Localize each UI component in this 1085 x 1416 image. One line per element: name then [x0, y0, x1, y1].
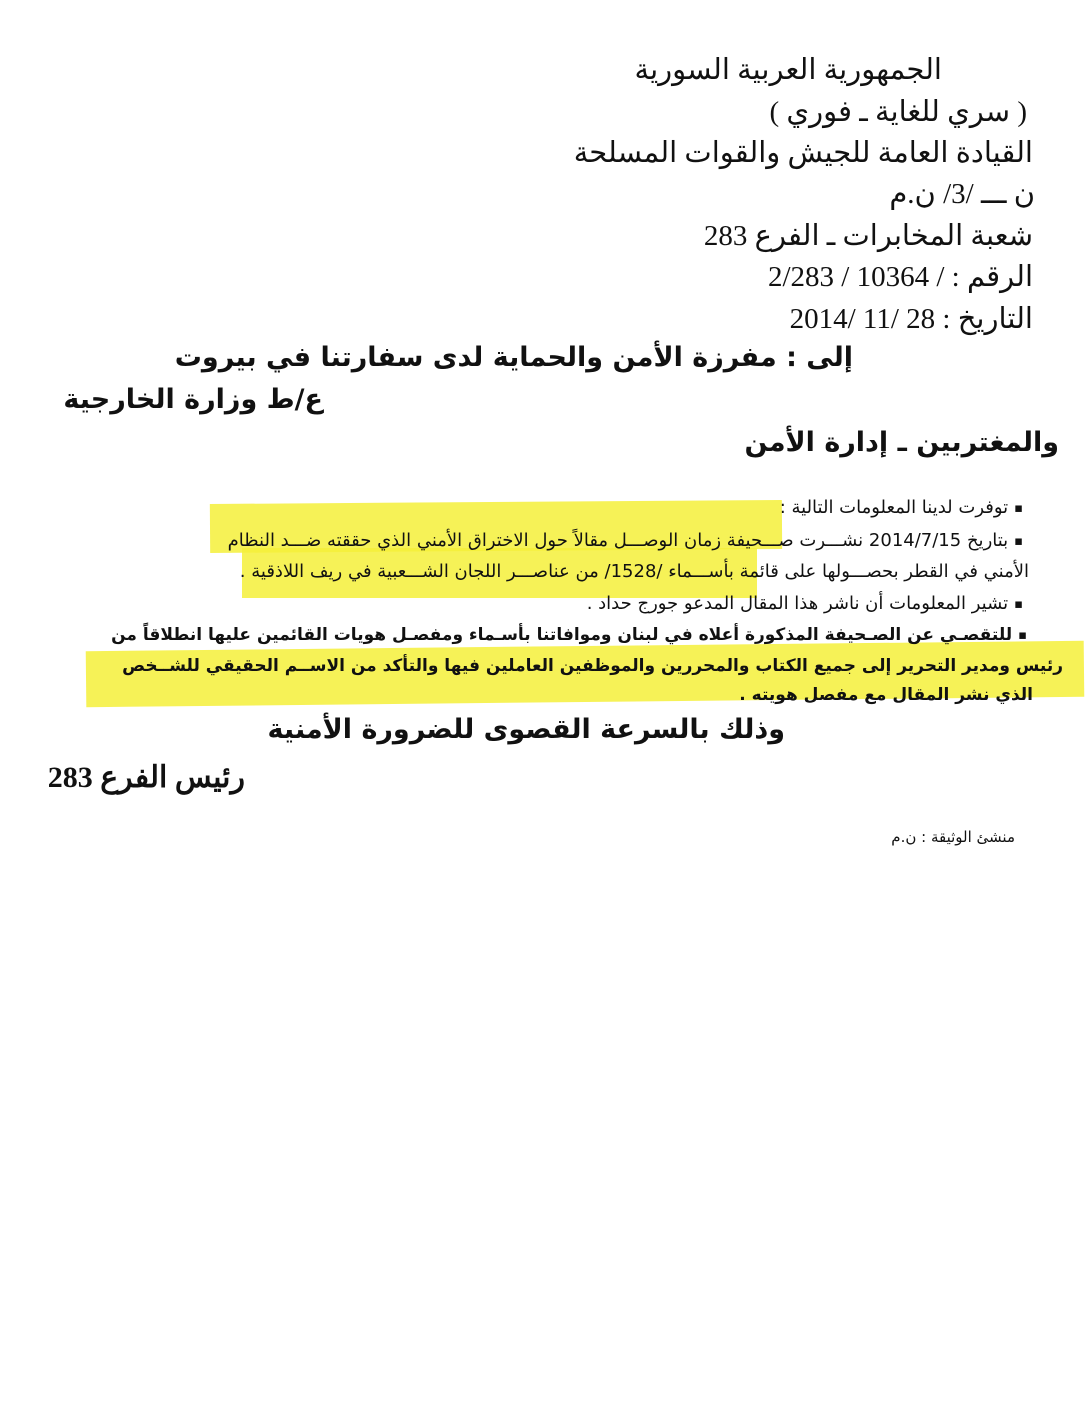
- paragraph-4-line-3: الذي نشر المقال مع مفصل هويته .: [739, 685, 1033, 705]
- paragraph-4-line-2: رئيس ومدير التحرير إلى جميع الكتاب والمحررين والموظفين العاملين فيها والتأكد من الاســم الحقيقي للشــخص: [122, 656, 1063, 676]
- paragraph-1-text: توفرت لدينا المعلومات التالية :: [779, 497, 1009, 518]
- paragraph-4-line-1: [111, 625, 1027, 645]
- recipient-line-3: والمغتربين ـ إدارة الأمن: [744, 427, 1059, 458]
- bullet-icon: ▪: [1014, 500, 1023, 516]
- header-command: القيادة العامة للجيش والقوات المسلحة: [573, 137, 1033, 169]
- signature: رئيس الفرع 283: [47, 761, 245, 794]
- paragraph-2-text-1: بتاريخ 2014/7/15 نشـــرت صـــحيفة زمان الوصـــل مقالاً حول الاختراق الأمني الذي حققته ضـــد النظام: [227, 530, 1009, 551]
- paragraph-3-text: تشير المعلومات أن ناشر هذا المقال المدعو جورج حداد .: [586, 593, 1009, 614]
- recipient-line-1: إلى : مفرزة الأمن والحماية لدى سفارتنا في بيروت: [174, 342, 853, 373]
- paragraph-2-line-2: الأمني في القطر بحصـــولها على قائمة بأســـماء /1528/ من عناصـــر اللجان الشـــعبية في ريف اللاذقية .: [239, 561, 1029, 582]
- header-branch: شعبة المخابرات ـ الفرع 283: [703, 220, 1033, 252]
- header-classification: ( سري للغاية ـ فوري ): [769, 96, 1027, 128]
- bullet-icon: ▪: [1018, 627, 1027, 643]
- paragraph-1: [780, 497, 1023, 518]
- paragraph-3: [587, 593, 1023, 614]
- header-date: التاريخ : 28 /11 /2014: [789, 303, 1033, 335]
- closing-line: وذلك بالسرعة القصوى للضرورة الأمنية: [267, 714, 785, 745]
- recipient-line-2: ع/ط وزارة الخارجية: [63, 384, 323, 415]
- header-number: الرقم : / 10364 / 2/283: [767, 261, 1033, 293]
- paragraph-2-line-1: [228, 530, 1023, 551]
- bullet-icon: ▪: [1014, 533, 1023, 549]
- document-originator: منشئ الوثيقة : ن.م: [891, 828, 1015, 846]
- header-ref-code: ن ـــ /3/ ن.م: [889, 178, 1035, 210]
- bullet-icon: ▪: [1014, 596, 1023, 612]
- paragraph-4-text-1: للتقصـي عن الصـحيفة المذكورة أعلاه في لبنان وموافاتنا بأسـماء ومفصـل هويات القائمين عليها انطلاقاً من: [111, 625, 1013, 645]
- header-republic: الجمهورية العربية السورية: [634, 54, 942, 86]
